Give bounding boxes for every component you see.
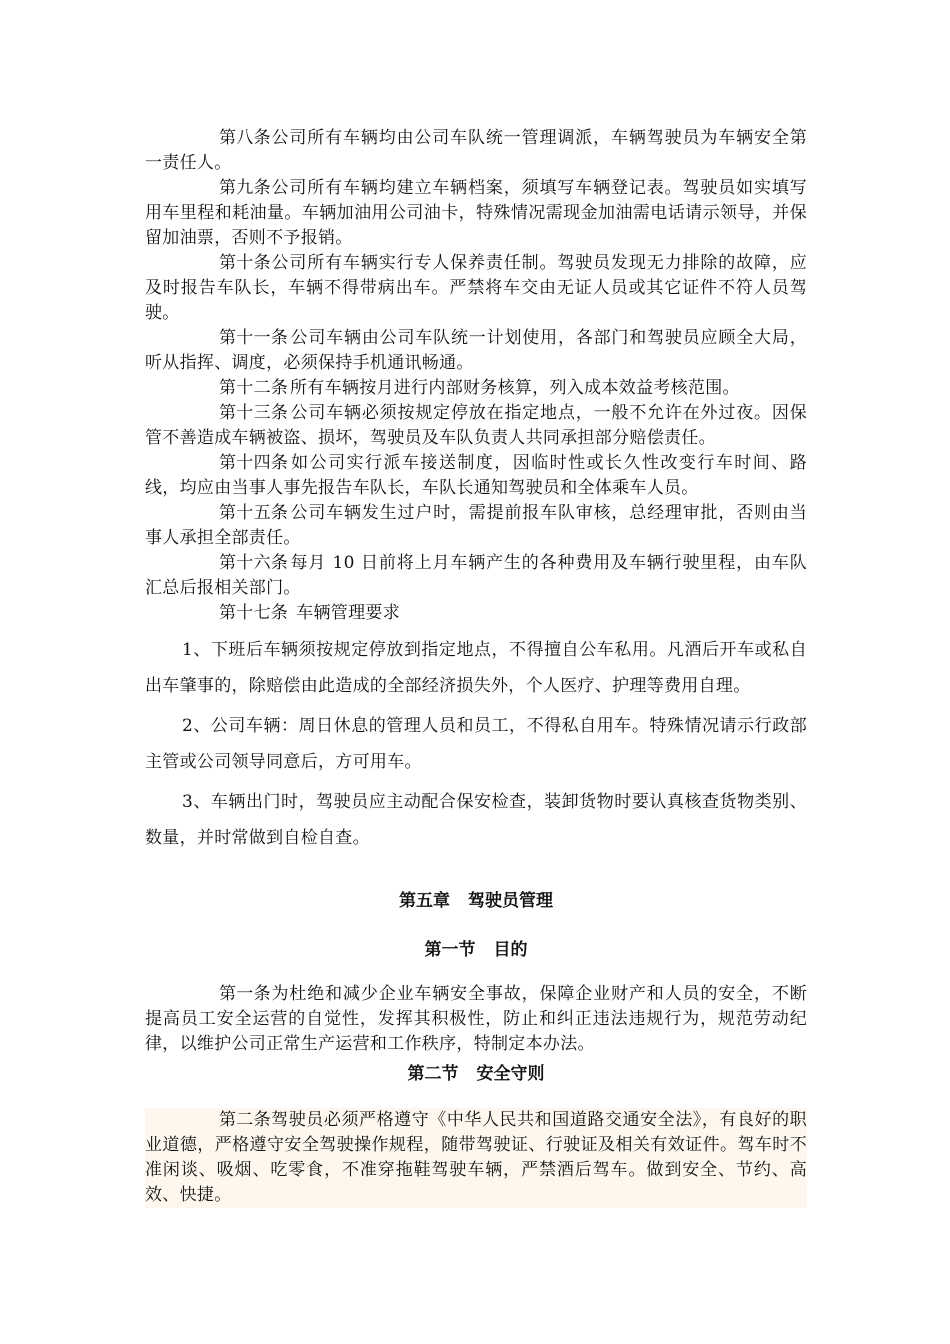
article-text: 如公司实行派车接送制度，因临时性或长久性改变行车时间、路线，均应由当事人事先报告车队长，车队长通知驾驶员和全体乘车人员。 [145,453,807,498]
article-text: 公司车辆由公司车队统一计划使用，各部门和驾驶员应顾全大局，听从指挥、调度，必须保持手机通讯畅通。 [145,328,807,373]
article-17 [145,601,807,626]
article-1 [145,982,807,1057]
article-number: 第二条 [219,1110,271,1130]
article-number: 第八条 [219,128,271,148]
section-number: 第一节 [424,940,476,960]
article-number: 第十二条 [219,378,289,398]
article-13 [145,401,807,451]
article-number: 第九条 [219,178,271,198]
chapter-name: 驾驶员管理 [468,891,553,911]
article-10 [145,251,807,326]
article-14 [145,451,807,501]
article-number: 第十四条 [219,453,289,473]
article-number: 第十七条 [219,603,289,623]
article-number: 第十一条 [219,328,289,348]
article-15 [145,501,807,551]
article-text: 公司车辆必须按规定停放在指定地点，一般不允许在外过夜。因保管不善造成车辆被盗、损坏，驾驶员及车队负责人共同承担部分赔偿责任。 [145,403,807,448]
article-text: 公司所有车辆实行专人保养责任制。驾驶员发现无力排除的故障，应及时报告车队长，车辆不得带病出车。严禁将车交由无证人员或其它证件不符人员驾驶。 [145,253,807,323]
article-16 [145,551,807,601]
article-text: 为杜绝和减少企业车辆安全事故，保障企业财产和人员的安全，不断提高员工安全运营的自觉性，发挥其积极性，防止和纠正违法违规行为，规范劳动纪律，以维护公司正常生产运营和工作秩序，特制定本办法。 [145,984,807,1054]
article-text: 驾驶员必须严格遵守《中华人民共和国道路交通安全法》，有良好的职业道德，严格遵守安全驾驶操作规程，随带驾驶证、行驶证及相关有效证件。驾车时不准闲谈、吸烟、吃零食，不准穿拖鞋驾驶车辆，严禁酒后驾车。做到安全、节约、高效、快捷。 [145,1110,807,1205]
article-text: 公司车辆发生过户时，需提前报车队审核，总经理审批，否则由当事人承担全部责任。 [145,503,807,548]
article-8 [145,126,807,176]
requirement-2: 2、公司车辆：周日休息的管理人员和员工，不得私自用车。特殊情况请示行政部主管或公司领导同意后，方可用车。 [145,716,807,772]
article-12 [145,376,807,401]
article-2 [145,1108,807,1208]
article-text: 公司所有车辆均由公司车队统一管理调派，车辆驾驶员为车辆安全第一责任人。 [145,128,807,173]
section-name: 安全守则 [476,1064,545,1084]
article-text: 公司所有车辆均建立车辆档案，须填写车辆登记表。驾驶员如实填写用车里程和耗油量。车辆加油用公司油卡，特殊情况需现金加油需电话请示领导，并保留加油票，否则不予报销。 [145,178,807,248]
article-text: 所有车辆按月进行内部财务核算，列入成本效益考核范围。 [290,378,740,398]
section-name: 目的 [493,940,528,960]
chapter-number: 第五章 [399,891,450,911]
document-body [145,126,807,1208]
article-11 [145,326,807,376]
article-number: 第十六条 [219,553,289,573]
article-9 [145,176,807,251]
requirement-1: 1、下班后车辆须按规定停放到指定地点，不得擅自公车私用。凡酒后开车或私自出车肇事的，除赔偿由此造成的全部经济损失外，个人医疗、护理等费用自理。 [145,640,807,696]
article-text: 每月 10 日前将上月车辆产生的各种费用及车辆行驶里程，由车队汇总后报相关部门。 [145,553,807,598]
section-number: 第二节 [407,1064,459,1084]
article-number: 第十三条 [219,403,289,423]
requirement-3: 3、车辆出门时，驾驶员应主动配合保安检查，装卸货物时要认真核查货物类别、数量，并时常做到自检自查。 [145,792,807,848]
section-1-title [145,935,807,960]
chapter-5-title [145,886,807,911]
section-2-title [145,1059,807,1084]
article-number: 第一条 [219,984,271,1004]
article-text: 车辆管理要求 [296,603,401,623]
article-number: 第十条 [219,253,271,273]
article-number: 第十五条 [219,503,289,523]
